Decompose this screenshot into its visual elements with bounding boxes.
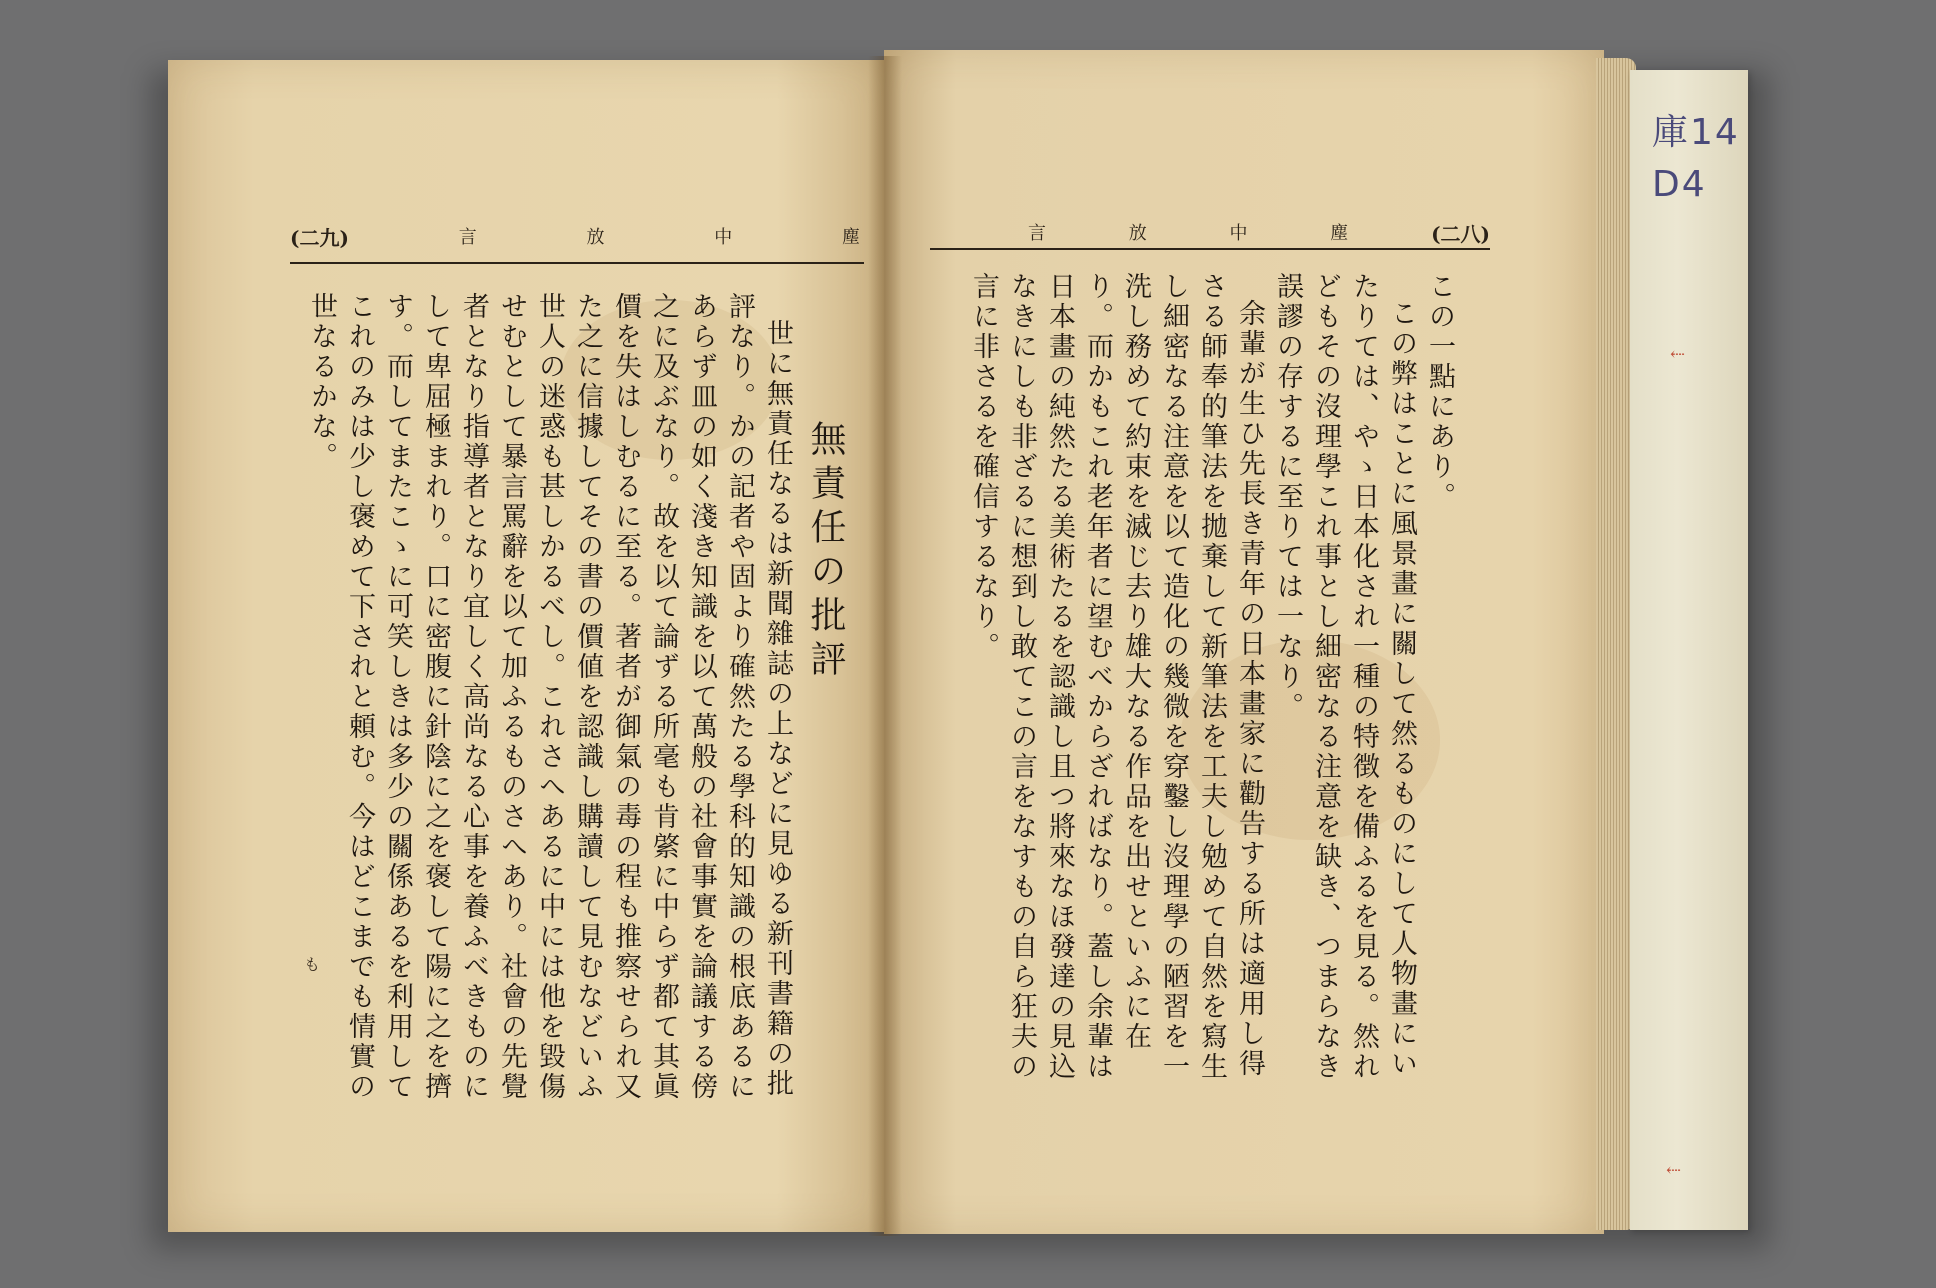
paragraph: 世に無責任なるは新聞雜誌の上などに見ゆる新刊書籍の批評なり。かの記者や固より確然たる學科的知識の根底あるにあらず皿の如く淺き知識を以て萬般の社會事實を論議する傍之に及ぶなり。故を以て論ずる所毫も肯綮に中らず都て其眞價を失はしむるに至る。著者が御氣の毒の程も推察せられ又た之に信據してその書の價値を認識し購讀して見むなどいふ世人の迷惑も甚しかるべし。これさへあるに中には他を毀傷せむとして暴言罵辭を以て加ふるものさへあり。社會の先覺者となり指導者となり宜しく高尚なる心事を養ふべきものにして卑屈極まれり。口に密腹に針陰に之を褒して陽に之を擠す。而してまたこゝに可笑しきは多少の關係あるを利用してこれのみは少し褒めて下されと頼む。今はどこまでも情實の世なるかな。 xyxy=(306,292,793,1102)
right-header-rule xyxy=(930,248,1490,250)
header-word: 放 xyxy=(1128,223,1147,244)
header-word: 言 xyxy=(1028,223,1046,244)
header-word: 中 xyxy=(714,227,733,248)
arrow-mark-icon: ⇠ xyxy=(1670,344,1686,365)
paragraph: この一點にあり。 xyxy=(1424,272,1455,512)
header-word: 中 xyxy=(1229,223,1248,244)
header-word: 放 xyxy=(586,227,605,248)
arrow-mark-icon: ⇠ xyxy=(1666,1160,1682,1181)
margin-mark: も xyxy=(304,955,321,974)
left-page-number: (二九) xyxy=(290,225,349,250)
header-word: 塵 xyxy=(842,227,860,248)
slip-label-line2: D4 xyxy=(1652,164,1707,205)
right-running-header xyxy=(1028,212,1490,252)
library-slip xyxy=(1630,70,1748,1230)
essay-title: 無責任の批評 xyxy=(805,420,846,684)
paragraph: この弊はことに風景畫に關して然るものにして人物畫にいたりては、やゝ日本化され一種の特徴を備ふるを見る。然れどもその沒理學これ事とし細密なる注意を缺き、つまらなき誤謬の存するに至りては一なり。 xyxy=(1272,272,1417,1082)
right-page-body xyxy=(958,272,1458,1102)
book-gutter xyxy=(868,56,902,1236)
left-header-rule xyxy=(290,262,864,264)
right-page-number: (二八) xyxy=(1431,221,1490,246)
header-word: 塵 xyxy=(1330,223,1349,244)
paragraph: 余輩が生ひ先長き青年の日本畫家に勸告する所は適用し得さる師奉的筆法を拋棄して新筆法を工夫し勉めて自然を寫生し細密なる注意を以て造化の幾微を穿鑿し沒理學の陋習を一洗し務めて約束を滅じ去り雄大なる作品を出せといふに在り。而かもこれ老年者に望むべからざればなり。蓋し余輩は日本畫の純然たる美術たるを認識し且つ將來なほ發達の見込なきにしも非ざるに想到し敢てこの言をなすもの自ら狂夫の言に非さるを確信するなり。 xyxy=(968,272,1265,1082)
left-page-body xyxy=(296,292,796,1122)
left-running-header xyxy=(290,216,860,256)
header-word: 言 xyxy=(458,227,477,248)
slip-label-line1: 庫14 xyxy=(1652,112,1740,153)
